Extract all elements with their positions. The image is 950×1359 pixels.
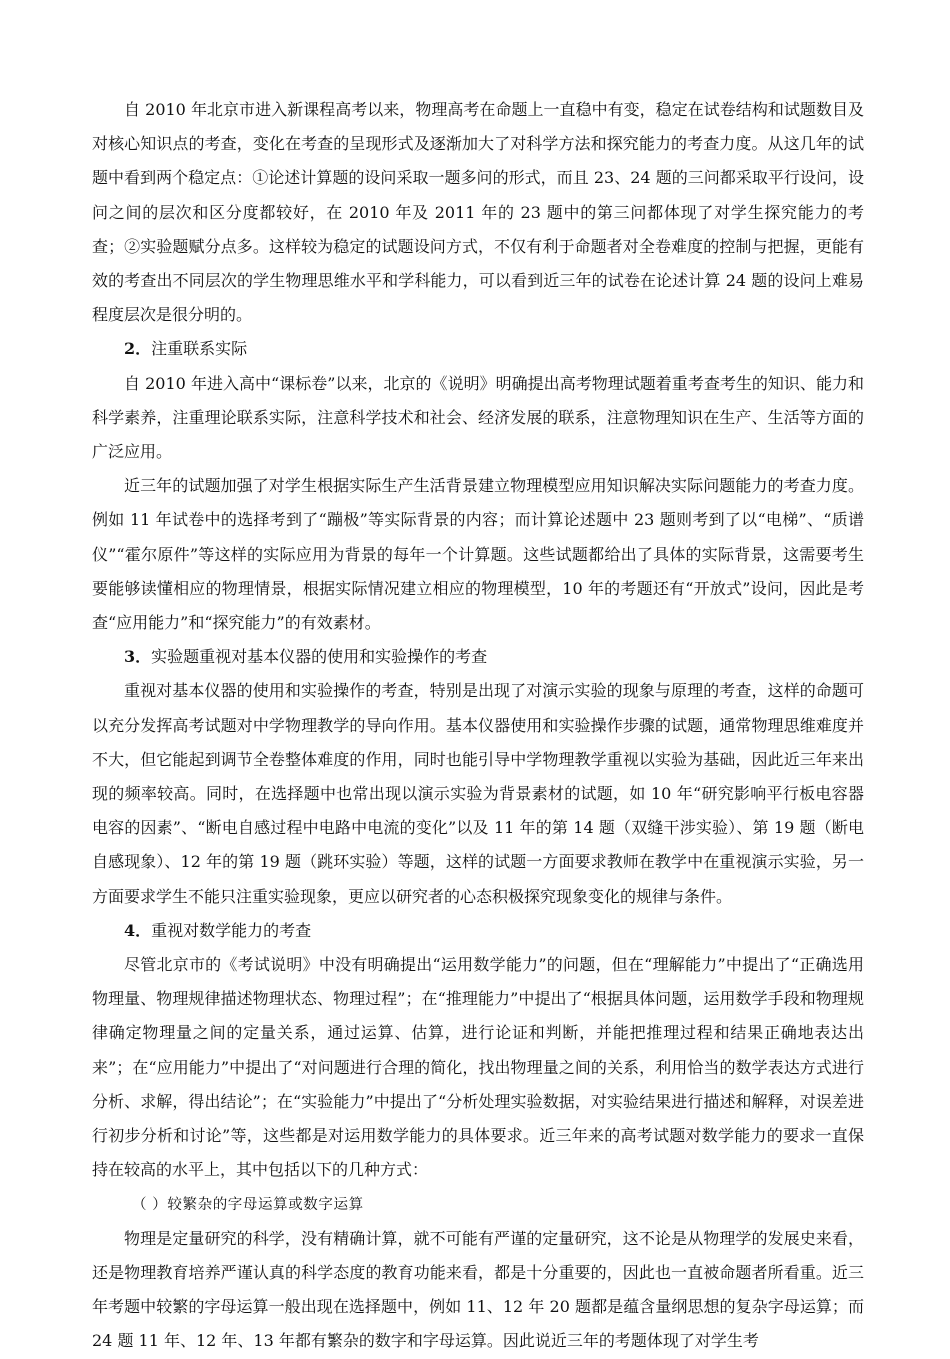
heading-text: 实验题重视对基本仪器的使用和实验操作的考查 — [151, 647, 488, 667]
paragraph-experiments: 重视对基本仪器的使用和实验操作的考查，特别是出现了对演示实验的现象与原理的考查，这样的命题可以充分发挥高考试题对中学物理教学的导向作用。基本仪器使用和实验操作步骤的试题，通常物理思维难度并不大，但它能起到调节全卷整体难度的作用，同时也能引导中学物理教学重视以实验为基础，因此近三年来出现的频率较高。同时，在选择题中也常出现以演示实验为背景素材的试题，如 10 年“研究影响平行板电容器电容的因素”、“断电自感过程中电路中电流的变化”以及 11 年的第 14 题（双缝干涉实验）、第 19 题（断电自感现象）、12 年的第 19 题（跳环实验）等题，这样的试题一方面要求教师在教学中在重视演示实验，另一方面要求学生不能只注重实验现象，更应以研究者的心态积极探究现象变化的规律与条件。 — [92, 681, 864, 906]
heading-math — [92, 914, 864, 948]
heading-text: 注重联系实际 — [151, 339, 248, 359]
heading-number: 2． — [124, 339, 152, 359]
heading-practice — [92, 332, 864, 366]
heading-number: 3． — [124, 647, 152, 667]
heading-instruments — [92, 640, 864, 674]
paragraph-curriculum: 自 2010 年进入高中“课标卷”以来，北京的《说明》明确提出高考物理试题着重考查考生的知识、能力和科学素养，注重理论联系实际，注意科学技术和社会、经济发展的联系，注意物理知识在生产、生活等方面的广泛应用。 — [92, 373, 864, 462]
paragraph-stability: 自 2010 年北京市进入新课程高考以来，物理高考在命题上一直稳中有变，稳定在试卷结构和试题数目及对核心知识点的考查，变化在考查的呈现形式及逐渐加大了对科学方法和探究能力的考查力度。从这几年的试题中看到两个稳定点：①论述计算题的设问采取一题多问的形式，而且 23、24 题的三问都采取平行设问，设问之间的层次和区分度都较好，在 2010 年及 2011 年的 23 题中的第三问都体现了对学生探究能力的考查；②实验题赋分点多。这样较为稳定的试题设问方式，不仅有利于命题者对全卷难度的控制与把握，更能有效的考查出不同层次的学生物理思维水平和学科能力，可以看到近三年的试卷在论述计算 24 题的设问上难易程度层次是很分明的。 — [92, 100, 864, 325]
subheading-calculation: （ ）较繁杂的字母运算或数字运算 — [132, 1196, 364, 1213]
document-page — [92, 93, 864, 1359]
paragraph-math-ability: 尽管北京市的《考试说明》中没有明确提出“运用数学能力”的问题，但在“理解能力”中提出了“正确选用物理量、物理规律描述物理状态、物理过程”；在“推理能力”中提出了“根据具体问题，运用数学手段和物理规律确定物理量之间的定量关系，通过运算、估算，进行论证和判断，并能把推理过程和结果正确地表达出来”；在“应用能力”中提出了“对问题进行合理的简化，找出物理量之间的关系，利用恰当的数学表达方式进行分析、求解，得出结论”；在“实验能力”中提出了“分析处理实验数据，对实验结果进行描述和解释，对误差进行初步分析和讨论”等，这些都是对运用数学能力的具体要求。近三年来的高考试题对数学能力的要求一直保持在较高的水平上，其中包括以下的几种方式： — [92, 955, 864, 1180]
heading-number: 4． — [124, 920, 152, 940]
paragraph-real-context: 近三年的试题加强了对学生根据实际生产生活背景建立物理模型应用知识解决实际问题能力的考查力度。例如 11 年试卷中的选择考到了“蹦极”等实际背景的内容；而计算论述题中 23 题则考到了以“电梯”、“质谱仪”“霍尔原件”等这样的实际应用为背景的每年一个计算题。这些试题都给出了具体的实际背景，这需要考生要能够读懂相应的物理情景，根据实际情况建立相应的物理模型，10 年的考题还有“开放式”设问，因此是考查“应用能力”和“探究能力”的有效素材。 — [92, 476, 864, 633]
heading-text: 重视对数学能力的考查 — [151, 920, 312, 940]
paragraph-calculation: 物理是定量研究的科学，没有精确计算，就不可能有严谨的定量研究，这不论是从物理学的发展史来看，还是物理教育培养严谨认真的科学态度的教育功能来看，都是十分重要的，因此也一直被命题者所看重。近三年考题中较繁的字母运算一般出现在选择题中，例如 11、12 年 20 题都是蕴含量纲思想的复杂字母运算；而 24 题 11 年、12 年、13 年都有繁杂的数字和字母运算。因此说近三年的考题体现了对学生考 — [92, 1228, 864, 1351]
